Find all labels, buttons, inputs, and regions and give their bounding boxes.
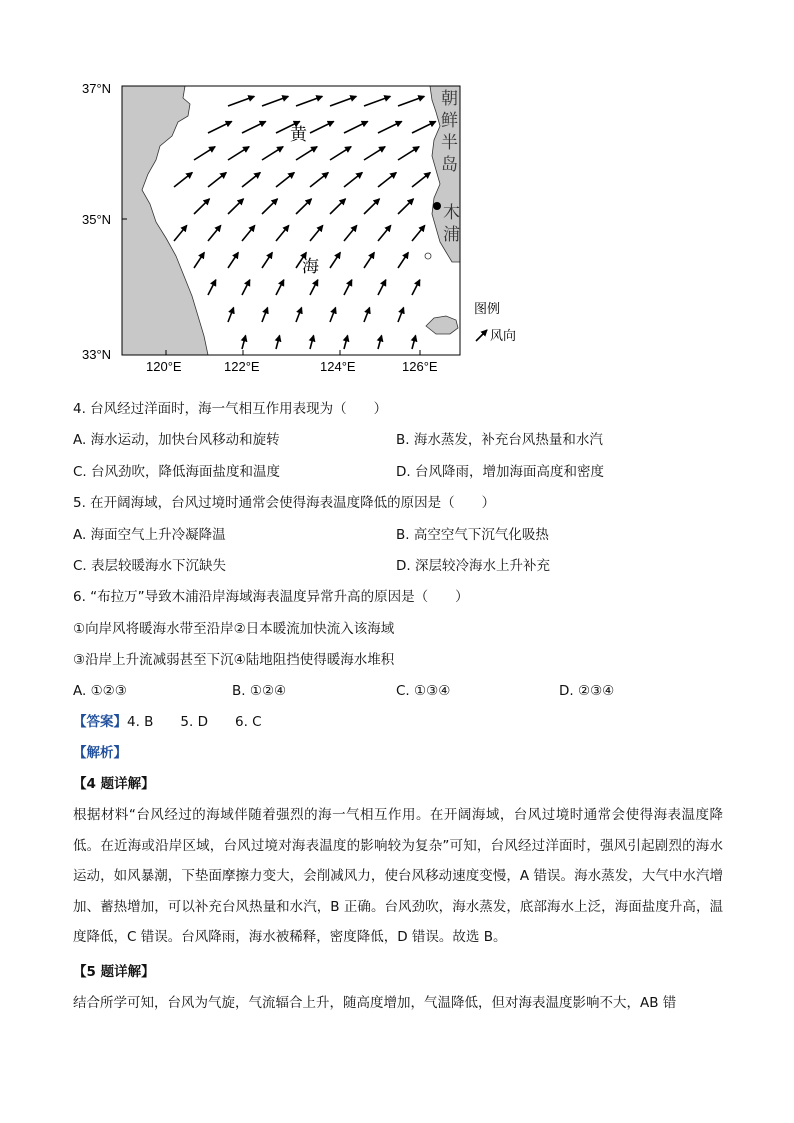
mokpo-label-2: 浦 — [443, 225, 460, 245]
analysis-label-text: 【解析】 — [73, 745, 127, 761]
q5-option-d: D. 深层较冷海水上升补充 — [396, 558, 550, 574]
q4-option-a: A. 海水运动，加快台风移动和旋转 — [73, 432, 280, 448]
detail-5-body: 结合所学可知，台风为气旋，气流辐合上升，随高度增加，气温降低，但对海表温度影响不大，AB 错 — [73, 995, 677, 1011]
q4-stem: 4. 台风经过洋面时，海一气相互作用表现为（ ） — [73, 401, 388, 417]
q4-option-d: D. 台风降雨，增加海面高度和密度 — [396, 464, 604, 480]
q6-option-a: A. ①②③ — [73, 683, 127, 699]
q4-option-c: C. 台风劲吹，降低海面盐度和温度 — [73, 464, 281, 480]
legend-arrow-icon — [476, 330, 487, 341]
lon-label-120: 120°E — [146, 359, 182, 374]
legend-item-wind: 风向 — [490, 329, 517, 344]
lat-label-35: 35°N — [82, 212, 112, 227]
lon-label-126: 126°E — [402, 359, 438, 374]
sea-label-huang: 黄 — [290, 125, 307, 145]
legend-title: 图例 — [474, 302, 501, 317]
analysis-label — [73, 743, 127, 763]
q6-option-b: B. ①②④ — [232, 683, 287, 699]
q6-statements-1: ①向岸风将暖海水带至沿岸②日本暖流加快流入该海域 — [73, 621, 395, 637]
answer-line — [73, 712, 262, 732]
lat-label-37: 37°N — [82, 81, 112, 96]
lon-label-122: 122°E — [224, 359, 260, 374]
lon-label-124: 124°E — [320, 359, 356, 374]
lat-label-33: 33°N — [82, 347, 112, 362]
wind-direction-map — [0, 0, 794, 375]
answer-label: 【答案】 — [73, 714, 127, 730]
answer-text: 4. B 5. D 6. C — [127, 714, 262, 730]
q5-option-a: A. 海面空气上升冷凝降温 — [73, 527, 226, 543]
q6-option-d: D. ②③④ — [559, 683, 615, 699]
q5-option-b: B. 高空空气下沉气化吸热 — [396, 527, 549, 543]
korea-label-3: 半 — [441, 133, 458, 153]
q6-statements-2: ③沿岸上升流减弱甚至下沉④陆地阻挡使得暖海水堆积 — [73, 652, 395, 668]
detail-4-title: 【4 题详解】 — [73, 776, 155, 792]
q5-option-c: C. 表层较暖海水下沉缺失 — [73, 558, 227, 574]
q6-stem: 6. “布拉万”导致木浦沿岸海域海表温度异常升高的原因是（ ） — [73, 589, 469, 605]
korea-label-4: 岛 — [441, 155, 458, 175]
detail-5-title: 【5 题详解】 — [73, 964, 155, 980]
detail-4-body: 根据材料“台风经过的海域伴随着强烈的海一气相互作用。在开阔海域，台风过境时通常会使得海表温度降低。在近海或沿岸区域，台风过境对海表温度的影响较为复杂”可知，台风经过洋面时，强风引起剧烈的海水运动，如风暴潮，下垫面摩擦力变大，会削减风力，使台风移动速度变慢，A 错误。海水蒸发，大气中水汽增加、蓄热增加，可以补充台风热量和水汽，B 正确。台风劲吹，海水蒸发，底部海水上泛，海面盐度升高，温度降低，C 错误。台风降雨，海水被稀释，密度降低，D 错误。故选 B。 — [73, 807, 723, 945]
mokpo-label-1: 木 — [443, 203, 460, 223]
q4-option-b: B. 海水蒸发，补充台风热量和水汽 — [396, 432, 603, 448]
q5-stem: 5. 在开阔海域，台风过境时通常会使得海表温度降低的原因是（ ） — [73, 495, 496, 511]
sea-label-hai: 海 — [302, 257, 319, 277]
q6-option-c: C. ①③④ — [396, 683, 451, 699]
korea-label-1: 朝 — [441, 89, 458, 109]
korea-label-2: 鲜 — [441, 111, 458, 131]
